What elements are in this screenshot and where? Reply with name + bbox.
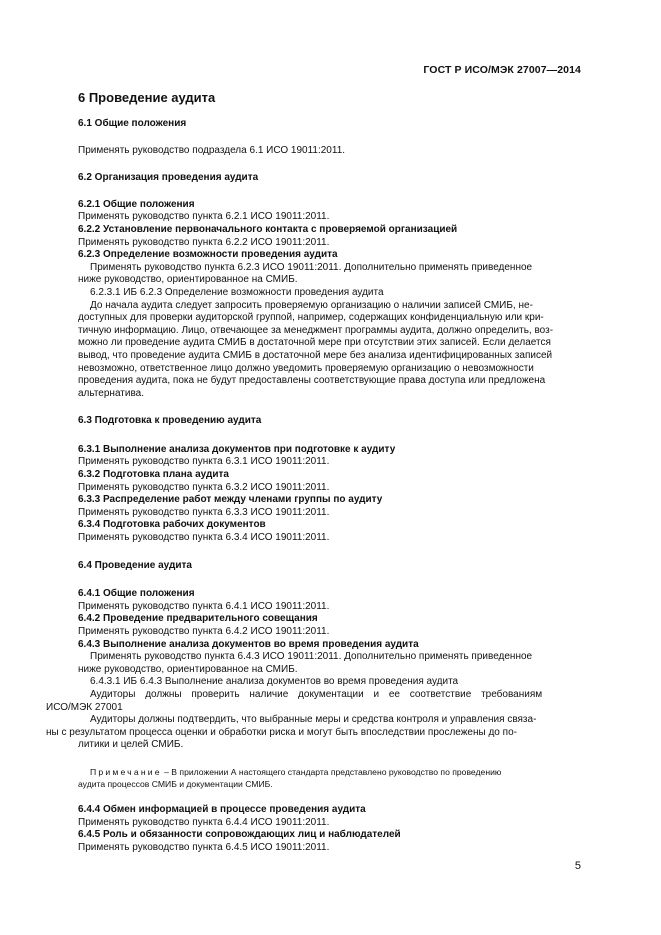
clause-text: Применять руководство пункта 6.3.4 ИСО 19011:2011. xyxy=(78,532,330,544)
is-clause-heading: 6.4.3.1 ИБ 6.4.3 Выполнение анализа документов во время проведения аудита xyxy=(90,676,459,688)
clause-text: Применять руководство пункта 6.4.2 ИСО 19011:2011. xyxy=(78,626,330,637)
paragraph-line: вывод, что проведение аудита СМИБ в достаточной мере без анализа идентифицированных записей xyxy=(78,349,553,361)
subsection-6-2-title: 6.2 Организация проведения аудита xyxy=(78,172,259,184)
paragraph-line: Аудиторы должны подтвердить, что выбранные меры и средства контроля и управления связа- xyxy=(90,714,537,726)
paragraph-line: альтернатива. xyxy=(78,387,144,399)
clause-title: 6.4.2 Проведение предварительного совещания xyxy=(78,613,318,625)
paragraph-line: литики и целей СМИБ. xyxy=(78,739,184,751)
clause-text: Применять руководство пункта 6.4.3 ИСО 19011:2011. Дополнительно применять приведенное xyxy=(90,651,533,663)
subsection-6-3-title: 6.3 Подготовка к проведению аудита xyxy=(78,415,262,427)
clause-text: ниже руководство, ориентированное на СМИБ. xyxy=(78,274,298,286)
paragraph-line: Аудиторы должны проверить наличие документации и ее соответствие требованиям xyxy=(90,688,543,700)
clause-title: 6.2.1 Общие положения xyxy=(78,198,195,210)
paragraph-line: тичную информацию. Лицо, отвечающее за менеджмент программы аудита, должно определить, воз- xyxy=(78,324,554,336)
clause-title: 6.4.3 Выполнение анализа документов во время проведения аудита xyxy=(78,638,419,650)
clause-text: Применять руководство пункта 6.4.1 ИСО 19011:2011. xyxy=(78,600,330,612)
clause-title: 6.3.4 Подготовка рабочих документов xyxy=(78,519,266,531)
clause-title: 6.3.2 Подготовка плана аудита xyxy=(78,469,229,481)
paragraph-line: проведения аудита, пока не будут предоставлены соответствующие права доступа или предложена xyxy=(78,375,546,387)
subsection-6-1-text: Применять руководство подраздела 6.1 ИСО 19011:2011. xyxy=(78,144,346,156)
clause-title: 6.3.3 Распределение работ между членами группы по аудиту xyxy=(78,494,383,506)
clause-title: 6.4.4 Обмен информацией в процессе проведения аудита xyxy=(78,803,366,815)
clause-text: Применять руководство пункта 6.2.3 ИСО 19011:2011. Дополнительно применять приведенное xyxy=(90,261,533,273)
note-text: аудита процессов СМИБ и документации СМИБ. xyxy=(78,778,273,789)
paragraph-line: доступных для проверки аудиторской группой, например, содержащих конфиденциальную или кри- xyxy=(78,312,544,324)
paragraph-line: ИСО/МЭК 27001 xyxy=(46,701,123,713)
clause-text: Применять руководство пункта 6.3.1 ИСО 19011:2011. xyxy=(78,456,330,468)
note xyxy=(78,766,584,778)
clause-text: Применять руководство пункта 6.2.1 ИСО 19011:2011. xyxy=(78,211,330,223)
paragraph-line: ны с результатом процесса оценки и обработки риска и могут быть впоследствии прослежены до по- xyxy=(46,726,517,738)
clause-text: Применять руководство пункта 6.4.5 ИСО 19011:2011. xyxy=(78,841,330,853)
clause-text: ниже руководство, ориентированное на СМИБ. xyxy=(78,663,298,675)
note-label: Примечание xyxy=(90,766,162,777)
clause-title: 6.2.3 Определение возможности проведения аудита xyxy=(78,249,338,261)
clause-text: Применять руководство пункта 6.4.4 ИСО 19011:2011. xyxy=(78,816,330,828)
clause-title: 6.4.1 Общие положения xyxy=(78,588,195,600)
clause-text: Применять руководство пункта 6.3.2 ИСО 19011:2011. xyxy=(78,481,330,493)
clause-title: 6.2.2 Установление первоначального контакта с проверяемой организацией xyxy=(78,223,458,235)
is-clause-heading: 6.2.3.1 ИБ 6.2.3 Определение возможности проведения аудита xyxy=(90,286,384,298)
paragraph-line: можно ли проведение аудита СМИБ в достаточной мере при отсутствии этих записей. Если делается xyxy=(78,337,551,349)
clause-text: Применять руководство пункта 6.2.2 ИСО 19011:2011. xyxy=(78,236,330,248)
subsection-6-1-title: 6.1 Общие положения xyxy=(78,118,187,129)
section-title: 6 Проведение аудита xyxy=(78,90,216,105)
paragraph-line: невозможно, ответственное лицо должно уведомить проверяемую организацию о невозможности xyxy=(78,362,534,374)
clause-text: Применять руководство пункта 6.3.3 ИСО 19011:2011. xyxy=(78,506,330,518)
note-text: – В приложении А настоящего стандарта представлено руководство по проведению xyxy=(161,766,502,777)
clause-title: 6.3.1 Выполнение анализа документов при подготовке к аудиту xyxy=(78,443,396,455)
page-number: 5 xyxy=(574,860,581,872)
subsection-6-4-title: 6.4 Проведение аудита xyxy=(78,559,192,571)
clause-title: 6.4.5 Роль и обязанности сопровождающих лиц и наблюдателей xyxy=(78,829,401,841)
document-code-header: ГОСТ Р ИСО/МЭК 27007—2014 xyxy=(423,64,581,76)
page-content xyxy=(46,90,584,854)
paragraph-line: До начала аудита следует запросить проверяемую организацию о наличии записей СМИБ, не- xyxy=(90,299,533,311)
